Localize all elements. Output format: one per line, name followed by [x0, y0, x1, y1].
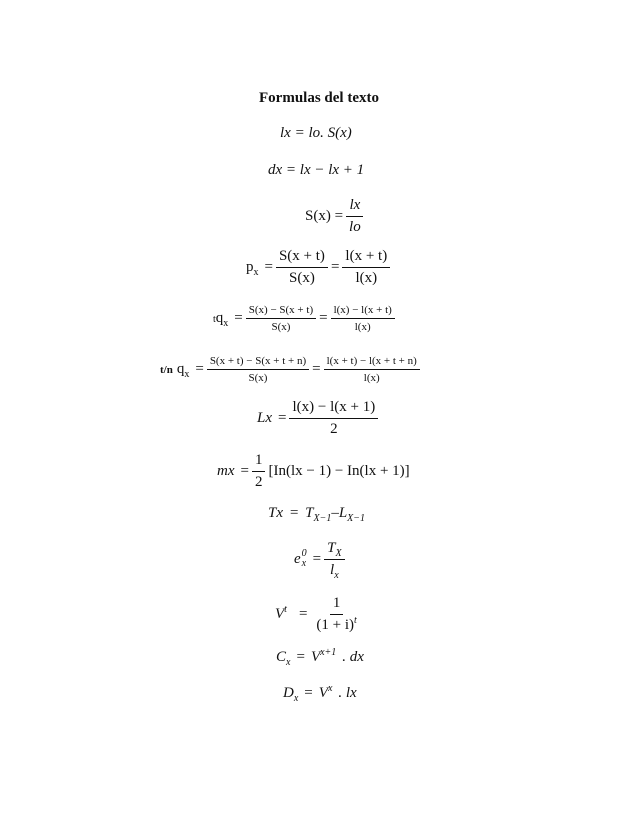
denominator: 2 — [254, 473, 263, 490]
numerator: l(x + t) − l(x + t + n) — [324, 355, 420, 370]
equals-sign: = — [234, 310, 243, 327]
formula-sx-numerator: lx — [346, 197, 363, 217]
numerator: l(x) − l(x + t) — [331, 304, 395, 319]
formula-tnqx-fraction-1 — [207, 355, 309, 384]
formula-px-lhs: $p_x$ — [246, 258, 259, 278]
formula-dx-text: dx = lx − lx + 1 — [268, 162, 365, 178]
formula-Tx — [268, 505, 366, 524]
equals-sign: = — [312, 550, 322, 567]
equals-sign: = — [264, 258, 273, 275]
formula-Cx-rest: . dx — [342, 649, 364, 665]
numerator: S(x) − S(x + t) — [246, 304, 316, 319]
formula-Lx-lhs: Lx — [257, 409, 272, 426]
formula-tqx-fraction-1 — [246, 304, 316, 333]
equals-sign: = — [319, 310, 328, 327]
denominator: $(1 + i)^t$ — [316, 614, 357, 633]
numerator: l(x) − l(x + 1) — [289, 399, 378, 419]
formula-sx-fraction — [346, 197, 364, 235]
numerator: S(x + t) − S(x + t + n) — [207, 355, 309, 370]
denominator: S(x) — [271, 321, 291, 334]
equals-sign: = — [289, 505, 300, 521]
formula-Vt-lhs: $V^t$ — [275, 603, 287, 622]
formula-ex-fraction — [324, 540, 344, 581]
formula-tnqx-lhs: t/n $q_x$ — [160, 361, 190, 381]
equals-sign: = — [298, 605, 308, 622]
formula-Tx-lhs: Tx — [268, 505, 283, 521]
formula-Dx-rest: . lx — [338, 685, 357, 701]
formula-tqx — [213, 304, 398, 333]
formula-lx — [280, 126, 352, 141]
equals-sign: = — [240, 462, 249, 479]
denominator: l(x) — [363, 372, 380, 385]
formula-Cx — [276, 647, 364, 668]
formula-Lx — [257, 399, 381, 437]
numerator: 1 — [252, 452, 266, 472]
formula-tnqx-fraction-2 — [324, 355, 420, 384]
formula-tqx-lhs: $tq_x$ — [213, 310, 229, 330]
equals-sign: = — [296, 649, 305, 665]
numerator: S(x + t) — [276, 248, 328, 268]
denominator: S(x) — [289, 269, 315, 286]
equals-sign: = — [312, 361, 321, 378]
formula-Dx-lhs: $D_x$ — [283, 685, 299, 704]
equals-sign: = — [330, 258, 340, 275]
formula-Dx-v-term: $V^x$ — [318, 683, 333, 701]
equals-sign: = — [195, 361, 204, 378]
formula-ex-lhs: e 0 x — [294, 547, 307, 569]
formula-px — [246, 248, 393, 286]
formula-mx — [217, 452, 410, 490]
formula-px-fraction-2 — [342, 248, 390, 286]
numerator: l(x + t) — [342, 248, 390, 268]
denominator: S(x) — [248, 372, 268, 385]
formula-tqx-fraction-2 — [331, 304, 395, 333]
formula-Dx — [283, 683, 357, 704]
dash: – — [331, 505, 339, 521]
formula-mx-bracket: [In(lx − 1) − In(lx + 1)] — [268, 462, 410, 479]
numerator: $T_X$ — [324, 540, 344, 560]
formula-mx-fraction — [252, 452, 266, 490]
formula-Tx-L-term: $L_{X-1}$ — [338, 505, 366, 524]
formula-sx-lhs: S(x) = — [305, 207, 344, 224]
formula-px-fraction-1 — [276, 248, 328, 286]
formula-Vt-fraction — [313, 595, 359, 633]
numerator: 1 — [330, 595, 344, 615]
formula-Cx-v-term: $V^{x+1}$ — [310, 647, 337, 665]
formula-Lx-fraction — [289, 399, 378, 437]
denominator: 2 — [330, 420, 338, 437]
formula-Tx-T-term: $T_{X-1}$ — [305, 505, 332, 524]
denominator: $l_x$ — [330, 561, 339, 581]
denominator: l(x) — [355, 269, 378, 286]
document-title: Formulas del texto — [259, 90, 379, 106]
formula-dx — [268, 163, 364, 178]
denominator: l(x) — [354, 321, 371, 334]
formula-ex — [294, 540, 348, 581]
formula-Cx-lhs: $C_x$ — [276, 649, 291, 668]
formula-tnqx — [160, 355, 423, 384]
formula-Vt — [275, 595, 363, 633]
formula-lx-text: lx = lo. S(x) — [280, 125, 352, 141]
equals-sign: = — [278, 409, 287, 426]
formula-sx — [305, 197, 367, 235]
formula-sx-denominator: lo — [349, 218, 361, 235]
formula-mx-lhs: mx — [217, 462, 235, 479]
equals-sign: = — [304, 685, 313, 701]
